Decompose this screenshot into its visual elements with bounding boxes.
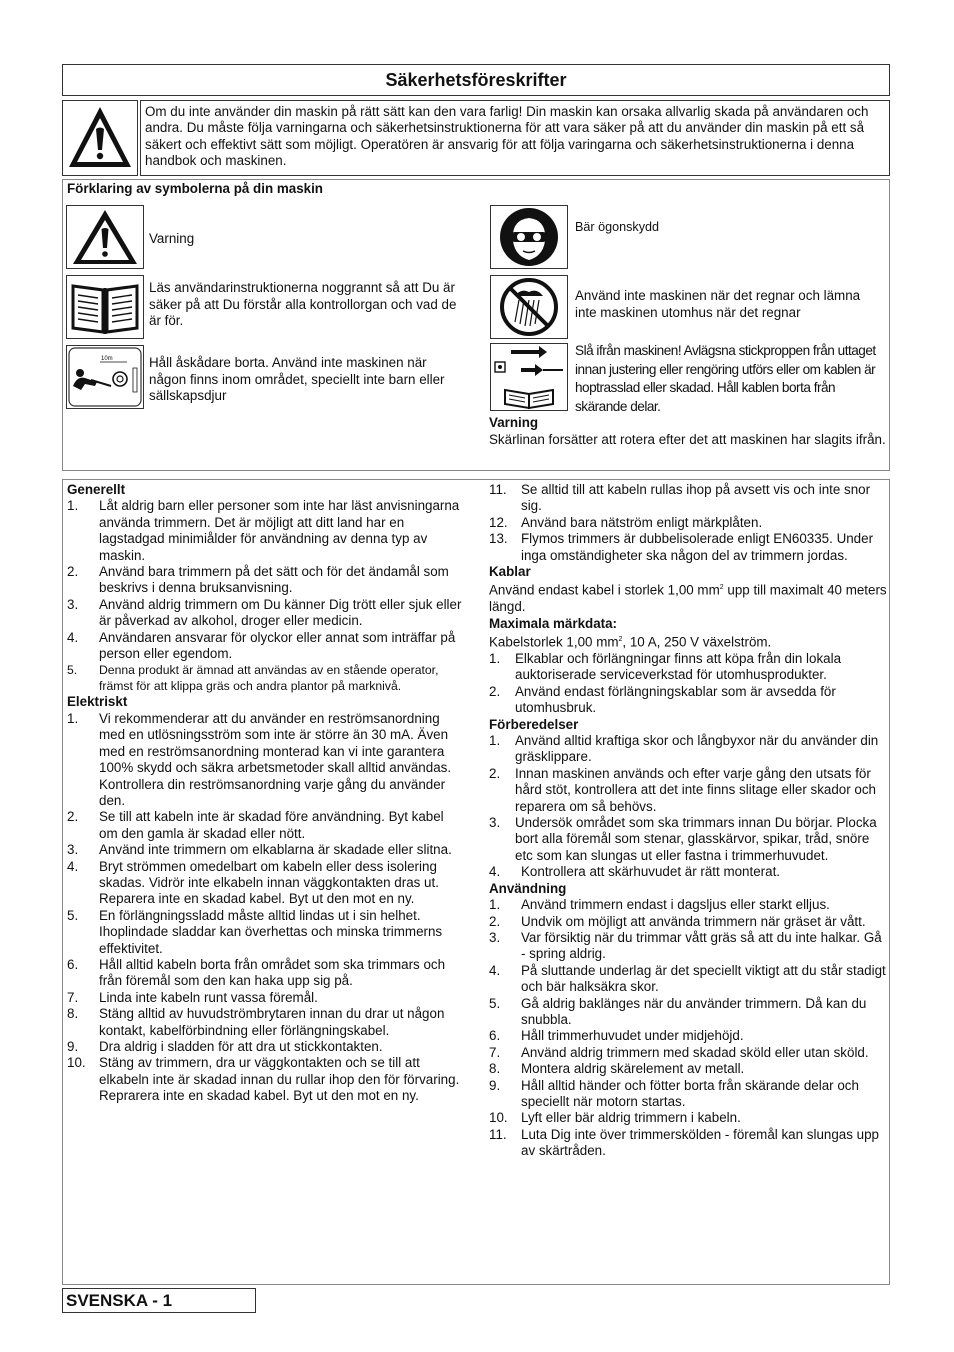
list-item: 5. Denna produkt är ämnad att användas av en stående operator, främst för att klippa gräs och andra plantor på marknivå.	[67, 663, 439, 694]
symbol-warning	[66, 205, 144, 269]
manual-book-icon	[67, 276, 143, 338]
list-item: 1. Vi rekommenderar att du använder en reströmsanordning med en utlösningsström som inte är större än 30 mA. Även med en reströmsanordning monterad kan vi inte garantera 100% skydd och säkra arbetsmetoder skall alltid användas. Kontrollera din reströmsanordning varje gång du använder den.	[67, 710, 452, 808]
symbols-section	[62, 179, 890, 471]
warning-triangle-icon	[67, 206, 143, 268]
eye-protection-icon	[491, 206, 567, 268]
list-item: 3. Undersök området som ska trimmars innan Du börjar. Plocka bort alla föremål som stenar, glasskärvor, spikar, tråd, snöre etc som kan slungas ut eller fastna i trimmerhuvudet.	[489, 815, 877, 863]
kablar-heading: Kablar	[489, 564, 531, 580]
list-item: 11. Luta Dig inte över trimmerskölden - föremål kan slungas upp av skärtråden.	[489, 1126, 879, 1159]
elektriskt-heading: Elektriskt	[67, 694, 128, 710]
list-item: 7. Använd aldrig trimmern med skadad sköld eller utan sköld.	[489, 1044, 869, 1060]
intro-warning-text: Om du inte använder din maskin på rätt sätt kan den vara farlig! Din maskin kan orsaka allvarlig skada på användaren och andra. Du måste följa varningarna och säkerhetsinstruktionerna för att vara säker på att du använder din maskin på ett så säkert och effektivt sätt som möjligt. Operatören är ansvarig för att följa varingarna och säkerhetsinstruktionerna i denna handbok och maskinen.	[140, 100, 890, 176]
symbol-warning-label: Varning	[149, 231, 195, 246]
list-item: 10. Lyft eller bär aldrig trimmern i kabeln.	[489, 1110, 741, 1126]
bystanders-distance-icon	[67, 346, 143, 408]
list-item: 6. Håll trimmerhuvudet under midjehöjd.	[489, 1028, 744, 1044]
symbols-varning-heading: Varning	[489, 415, 539, 430]
list-item: 9. Dra aldrig i sladden för att dra ut stickkontakten.	[67, 1039, 383, 1054]
maximala-heading: Maximala märkdata:	[489, 615, 618, 631]
list-item: 8. Stäng alltid av huvudströmbrytaren innan du drar ut någon kontakt, kabelförbindning eller förlängningskabel.	[67, 1006, 445, 1038]
list-item: 5. Gå aldrig baklänges när du använder trimmern. Då kan du snubbla.	[489, 995, 867, 1027]
list-item: 2. Se till att kabeln inte är skadad före användning. Byt kabel om den gamla är skadad eller nött.	[67, 809, 444, 841]
main-instructions	[62, 479, 890, 1285]
list-item: 2. Undvik om möjligt att använda trimmern när gräset är vått.	[489, 913, 866, 929]
list-item: 2. Använd endast förlängningskablar som är avsedda för utomhusbruk.	[489, 683, 836, 716]
symbols-varning-text: Skärlinan forsätter att rotera efter det att maskinen har slagits ifrån.	[489, 432, 886, 447]
symbol-bystanders	[66, 345, 144, 409]
list-item: 13. Flymos trimmers är dubbelisolerade enligt EN60335. Under inga omständigheter ska någon del av trimmern jordas.	[489, 531, 874, 563]
kablar-text: Använd endast kabel i storlek 1,00 $mm^2$ upp till maximalt 40 meters längd.	[489, 582, 887, 615]
list-item: 4. Användaren ansvarar för olyckor eller annat som inträffar på person eller egendom.	[67, 629, 456, 662]
intro-warning-icon-box	[62, 100, 138, 176]
forberedelser-heading: Förberedelser	[489, 716, 579, 732]
warning-triangle-icon	[63, 101, 137, 175]
list-item: 7. Linda inte kabeln runt vassa föremål.	[67, 989, 318, 1005]
list-item: 4. Kontrollera att skärhuvudet är rätt monterat.	[489, 864, 781, 880]
list-item: 9. Håll alltid händer och fötter borta från skärande delar och speciellt när motorn startas.	[489, 1077, 859, 1109]
symbol-eye-protection-label: Bär ögonskydd	[575, 220, 660, 234]
anvandning-heading: Användning	[489, 880, 567, 896]
list-item: 2. Innan maskinen används och efter varje gång den utsats för hård stöt, kontrollera att det inte finns slitage eller skador och reparera om så behövs.	[489, 765, 876, 814]
list-item: 1. Elkablar och förlängningar finns att köpa från din lokala auktoriserade serviceverkstad för utomhusprodukter.	[489, 651, 842, 683]
left-column	[67, 482, 465, 1105]
symbol-unplug-label: Slå ifrån maskinen! Avlägsna stickproppen från uttaget innan justering eller rengöring utförs eller om kablen är hoptrasslad eller skadad. Håll kablen borta från skärande delar.	[575, 343, 876, 414]
symbol-no-rain-label: Använd inte maskinen när det regnar och lämna inte maskinen utomhus när det regnar	[575, 288, 861, 320]
list-item: 4. Bryt strömmen omedelbart om kabeln eller dess isolering skadas. Vidrör inte elkabeln innan väggkontakten dras ut. Reparera inte en skadad kabel. Byt ut den mot en ny.	[67, 858, 439, 907]
generellt-heading: Generellt	[67, 482, 126, 497]
list-item: 6. Håll alltid kabeln borta från området som ska trimmars och från föremål som den kan haka upp sig på.	[67, 956, 446, 989]
right-column	[489, 482, 887, 1160]
list-item: 1. Använd trimmern endast i dagsljus eller starkt elljus.	[489, 897, 830, 913]
distance-label: 10m	[101, 356, 113, 362]
list-item: 4. På sluttande underlag är det speciellt viktigt att du står stadigt och bär halksäkra skor.	[489, 962, 886, 995]
list-item: 1. Låt aldrig barn eller personer som inte har läst anvisningarna använda trimmern. Det är möjligt att ditt land har en lagstadgad minimiålder för användning av denna typ av maskin.	[67, 498, 460, 563]
symbol-no-rain	[490, 275, 568, 339]
list-item: 8. Montera aldrig skärelement av metall.	[489, 1061, 745, 1077]
list-item: 11. Se alltid till att kabeln rullas ihop på avsett vis och inte snor sig.	[489, 482, 871, 514]
page-footer: SVENSKA - 1	[62, 1288, 256, 1313]
list-item: 5. En förlängningssladd måste alltid lindas ut i sin helhet. Ihoplindade sladdar kan överhettas och minska trimmerns effektivitet.	[67, 907, 443, 956]
list-item: 3. Var försiktig när du trimmar vått gräs så att du inte halkar. Gå - spring aldrig.	[489, 929, 882, 962]
symbol-bystanders-label: Håll åskådare borta. Använd inte maskinen när någon finns inom området, speciellt inte barn eller sällskapsdjur	[149, 355, 445, 403]
symbol-eye-protection	[490, 205, 568, 269]
symbol-unplug	[490, 343, 568, 411]
list-item: 12. Använd bara nätström enligt märkplåten.	[489, 514, 763, 530]
list-item: 3. Använd aldrig trimmern om Du känner Dig trött eller sjuk eller är påverkad av alkohol, droger eller medicin.	[67, 596, 462, 629]
unplug-icon	[491, 344, 567, 410]
no-rain-icon	[491, 276, 567, 338]
maximala-text: Kabelstorlek 1,00 $mm^2$, 10 A, 250 V växelström.	[489, 634, 772, 650]
list-item: 2. Använd bara trimmern på det sätt och för det ändamål som beskrivs i denna bruksanvisning.	[67, 564, 449, 596]
list-item: 10. Stäng av trimmern, dra ur väggkontakten och se till att elkabeln inte är skadad innan du rullar ihop den för förvaring. Reprarera inte en skadad kabel. Byt ut den mot en ny.	[67, 1055, 460, 1104]
list-item: 1. Använd alltid kraftiga skor och långbyxor när du använder din gräsklippare.	[489, 733, 879, 765]
symbol-manual	[66, 275, 144, 339]
symbols-heading: Förklaring av symbolerna på din maskin	[67, 181, 323, 196]
symbol-manual-label: Läs användarinstruktionerna noggrannt så att Du är säker på att Du förstår alla kontrollorgan och vad de är för.	[149, 280, 457, 328]
page-title: Säkerhetsföreskrifter	[62, 64, 890, 96]
list-item: 3. Använd inte trimmern om elkablarna är skadade eller slitna.	[67, 842, 452, 858]
